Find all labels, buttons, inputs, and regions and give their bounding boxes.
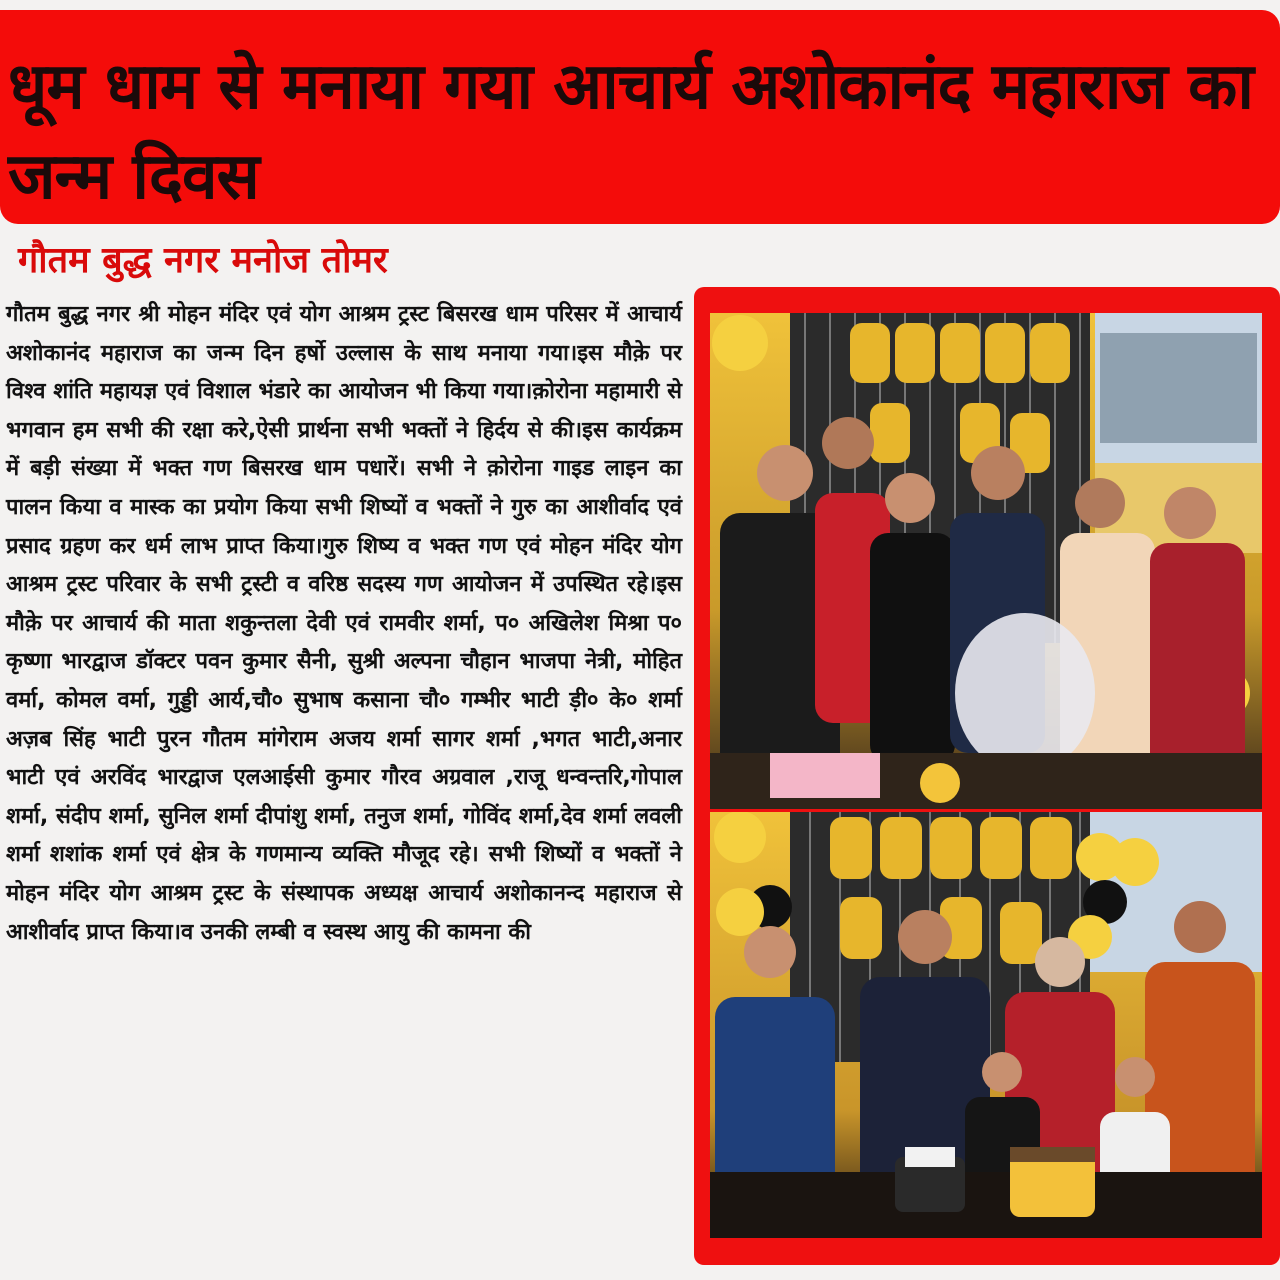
photo-birthday-group: [710, 313, 1262, 809]
headline: धूम धाम से मनाया गया आचार्य अशोकानंद महाराज का जन्म दिवस: [8, 50, 1253, 214]
photo-cake-cutting: [710, 812, 1262, 1238]
headline-banner: [0, 10, 1280, 224]
photo-frame: [694, 287, 1280, 1265]
byline: गौतम बुद्ध नगर मनोज तोमर: [18, 240, 388, 281]
photo-birthday-group-image: [710, 313, 1262, 809]
article-body: गौतम बुद्ध नगर श्री मोहन मंदिर एवं योग आश्रम ट्रस्ट बिसरख धाम परिसर में आचार्य अशोकानंद महाराज का जन्म दिन हर्षो उल्लास के साथ मनाया गया।इस मौक़े पर विश्व शांति महायज्ञ एवं विशाल भंडारे का आयोजन भी किया गया।क़ोरोना महामारी से भगवान हम सभी की रक्षा करे,ऐसी प्रार्थना सभी भक्तों ने हिर्दय से की।इस कार्यक्रम में बड़ी संख्या में भक्त गण बिसरख धाम पधारें। सभी ने क़ोरोना गाइड लाइन का पालन किया व मास्क का प्रयोग किया सभी शिष्यों व भक्तों ने गुरु का आशीर्वाद एवं प्रसाद ग्रहण कर धर्म लाभ प्राप्त किया।गुरु शिष्य व भक्त गण एवं मोहन मंदिर योग आश्रम ट्रस्ट परिवार के सभी ट्रस्टी व वरिष्ठ सदस्य गण आयोजन में उपस्थित रहे।इस मौक़े पर आचार्य की माता शकुन्तला देवी एवं रामवीर शर्मा, प० अखिलेश मिश्रा प० कृष्णा भारद्वाज डॉक्टर पवन कुमार सैनी, सुश्री अल्पना चौहान भाजपा नेत्री, मोहित वर्मा, कोमल वर्मा, गुड्डी आर्य,चौ० सुभाष कसाना चौ० गम्भीर भाटी ड़ी० के० शर्मा अज़ब सिंह भाटी पुरन गौतम मांगेराम अजय शर्मा सागर शर्मा ,भगत भाटी,अनार भाटी एवं अरविंद भारद्वाज एलआईसी कुमार गौरव अग्रवाल ,राजू धन्वन्तरि,गोपाल शर्मा, संदीप शर्मा, सुनिल शर्मा दीपांशु शर्मा, तनुज शर्मा, गोविंद शर्मा,देव शर्मा लवली शर्मा शशांक शर्मा एवं क्षेत्र के गणमान्य व्यक्ति मौजूद रहे। सभी शिष्यों व भक्तों ने मोहन मंदिर योग आश्रम ट्रस्ट के संस्थापक अध्यक्ष आचार्य अशोकानन्द महाराज से आशीर्वाद प्राप्त किया।व उनकी लम्बी व स्वस्थ आयु की कामना की: [6, 302, 682, 945]
photo-cake-cutting-image: [710, 812, 1262, 1238]
